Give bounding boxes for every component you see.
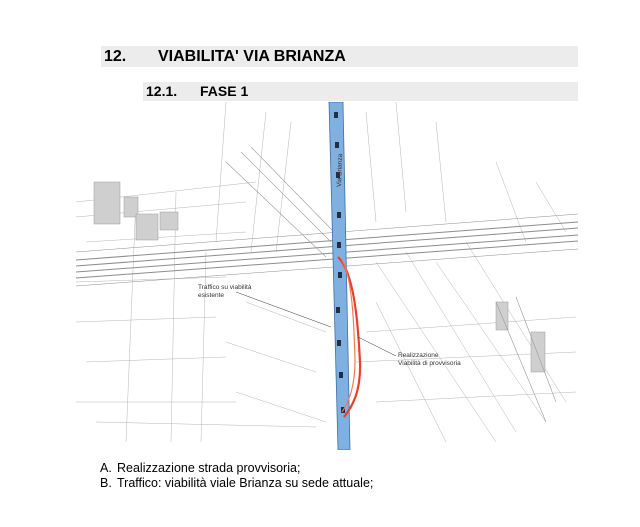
- list-text: Realizzazione strada provvisoria;: [117, 461, 301, 475]
- list-item: [100, 476, 373, 491]
- list-marker: B.: [100, 476, 112, 490]
- subsection-heading: [143, 82, 578, 101]
- buildings: [94, 182, 545, 372]
- section-number: 12.: [104, 48, 127, 65]
- subsection-number: 12.1.: [146, 83, 178, 99]
- callout-temporary-road-line1: Realizzazione: [398, 352, 439, 359]
- site-plan-drawing: [76, 102, 578, 450]
- callout-existing-traffic-line2: esistente: [198, 292, 225, 299]
- callout-temporary-road-line2: Viabilità di provvisoria: [398, 360, 461, 367]
- section-heading: [101, 46, 578, 67]
- street-label: Via Brianza: [336, 153, 345, 188]
- phase-steps-list: [100, 461, 373, 491]
- list-item: [100, 461, 373, 476]
- section-title: VIABILITA' VIA BRIANZA: [158, 48, 346, 65]
- subsection-title: FASE 1: [200, 83, 249, 99]
- list-text: Traffico: viabilità viale Brianza su sede attuale;: [117, 476, 374, 490]
- callout-existing-traffic-line1: Traffico su viabilità: [198, 284, 252, 291]
- list-marker: A.: [100, 461, 112, 475]
